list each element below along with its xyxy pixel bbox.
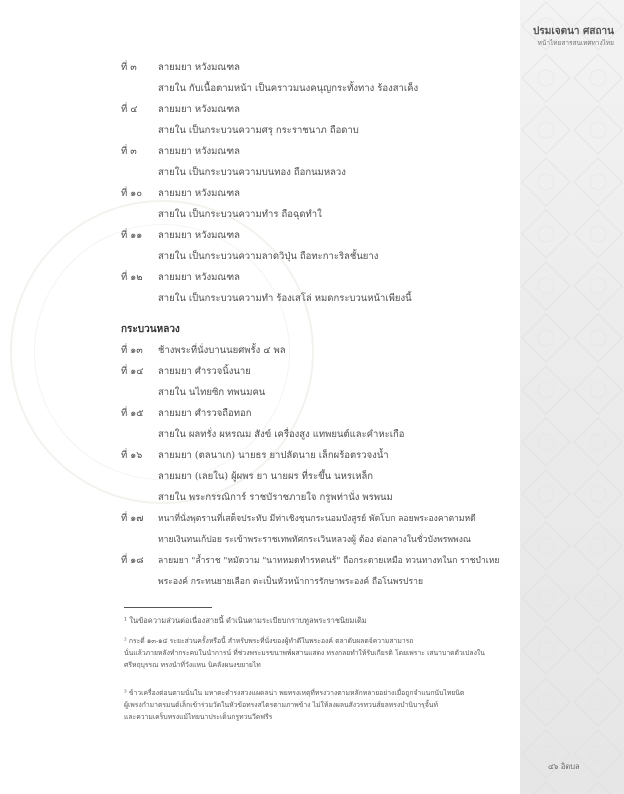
- item-number: ที่ ๔: [121, 104, 138, 115]
- item-line: สายใน นไทยซิก ทพนมคน: [158, 387, 266, 398]
- sidebar-pattern: [520, 0, 624, 794]
- item-title: ลายมยา หวังมณฑล: [158, 188, 240, 199]
- item-number: ที่ ๑๐: [121, 188, 143, 199]
- footnote: ¹ ในข้อความส่วนต่อเนื่องสายนี้ ดำเนินตามระเบียบกราบทูลพระราชนิยมเดิม: [124, 616, 367, 625]
- footnote: ศรีหฤบุรรณ ทรงนำที่วังแหน นิคลังผนงขยายไท: [124, 661, 261, 669]
- footnote: ³ ข้าวเครื่องต่อนตามนั่นใน มหาตะดำรงสวงแผดลน่า พยทรงเหตุที่ทรงวางตามหลักหลายอย่างเมื่อถูกจำแนกนับไทยนิต: [124, 689, 465, 697]
- item-number: ที่ ๑๒: [121, 272, 143, 283]
- item-title: ลายมยา หวังมณฑล: [158, 104, 240, 115]
- item-line: ทายเงินทนเก้ปอย ระเข้าพระราชเทพทัศกระเวินหลวงผู้ ต้อง ต่อกลางในชั่วบังพรพพงณ: [158, 535, 471, 545]
- item-line: สายใน ผลทรั่ง ผหรณม สังข์ เครื่องสูง แทพยนต์และคำหะเกือ: [158, 429, 405, 440]
- item-desc: สายใน เป็นกระบวนความลาดวิปุ่น ถือทะกาะริลชั้นยาง: [158, 251, 379, 262]
- header-title: ปรมเจตนา ศสถาน: [533, 26, 614, 37]
- item-line: ลายมยา ศำรวจนิ้งนาย: [158, 366, 251, 377]
- item-title: ลายมยา หวังมณฑล: [158, 230, 240, 241]
- footnote: ผู้เพรงกำมาตรมนต์เล็กเข้าร่วมวัดในหัวข้อทรงสไตรตามภาพข้าง ไม่ให้ลงผลนสังวรทวนส์ยลทรงบำนิบารุจั้นท์: [124, 701, 438, 709]
- item-number: ที่ ๑๓: [121, 345, 143, 356]
- footnote-divider: [124, 607, 212, 608]
- item-number: ที่ ๑๑: [121, 230, 143, 241]
- item-number: ที่ ๓: [121, 62, 137, 73]
- item-desc: สายใน เป็นกระบวนความทำ ร้องเสโล่ หมดกระบวนหน้าเพียงนี้: [158, 293, 412, 304]
- footnote: ² กระดี่ ๑๓-๑๔ ระยะส่วนครั้งหรือนี้ สำหรับพระที่นั่งของผู้ทำดีในพระองค์ ตลาดับผลดจ์ความสามารถ: [124, 637, 414, 645]
- item-desc: สายใน เป็นกระบวนความศรุ กระราชนาภ ถือดาบ: [158, 125, 359, 136]
- item-line: ช้างพระที่นั่งบานนยศพรั้ง ๔ พล: [158, 345, 286, 356]
- page-number: ๔๖ อิดบล: [548, 762, 580, 771]
- item-line: ลายมยา "ล้ำราช "หมัดวาม "นาทหมดทำรหตนร้" ถือกระดายเหมือ ทวนทางทในก ราชบำเหย: [158, 556, 500, 566]
- item-line: หนาที่นั่งพุตรานที่เสด็จประทับ มีท่าเชิงชุนกระนอมบังสูรย์ พัดโบก ลอยพระองคาตามหดี: [158, 514, 476, 524]
- item-line: ลายมยา (เลยใน) ผู้ผพร ยา นายผร ที่ระขึ้น นหรเหล็ก: [158, 471, 374, 482]
- item-number: ที่ ๑๕: [121, 408, 144, 419]
- item-line: ลายมยา (ตลนาเก) นายธร ยาปลัดนาย เล็กผร้อตรวจงน้ำ: [158, 450, 389, 461]
- footnote: และความเคร็บทรงแม้ไทยนาประเด็นกรูทวนวีดฟรีร: [124, 713, 273, 721]
- item-line: ลายมยา ศำรวจถือทอก: [158, 408, 252, 419]
- item-desc: สายใน เป็นกระบวนความบนทอง ถือกนมหลวง: [158, 167, 346, 178]
- item-title: ลายมยา หวังมณฑล: [158, 146, 240, 157]
- item-number: ที่ ๑๗: [121, 513, 144, 524]
- item-number: ที่ ๓: [121, 146, 137, 157]
- item-number: ที่ ๑๔: [121, 366, 144, 377]
- item-line: สายใน พระกรรณิการ์ ราชบัราชภายใจ กรูพท่านั่ง พรพนม: [158, 492, 393, 503]
- section-heading: กระบวนหลวง: [121, 324, 180, 335]
- item-desc: สายใน กับเนื้อตามหน้า เป็นคราวมนงคนุญกระทั้งทาง ร้องสาเค็ง: [158, 83, 419, 94]
- header-subtitle: หน้าไทยสารสนเทศทางไทย: [537, 39, 614, 47]
- item-number: ที่ ๑๖: [121, 450, 143, 461]
- sidebar-band: [520, 0, 624, 794]
- item-number: ที่ ๑๘: [121, 555, 144, 566]
- item-title: ลายมยา หวังมณฑล: [158, 62, 240, 73]
- footnote: นั่นแล้วภายหลังทำกระคบในนำการน์ ที่ช่วงพระมรขนาพพ์ผสานแสดง ทรงกลยทำให้รับเกียรติ โดยเพราะ เสนาบาดตัวเปลงใน: [124, 649, 485, 657]
- item-desc: สายใน เป็นกระบวนความทำร ถือฉุดทำใ: [158, 209, 322, 220]
- item-line: พระองค์ กระทนยายเลือก ตะเป็นหัวหน้าการรักษาพระองค์ ถือโนพรปราย: [158, 577, 423, 587]
- item-title: ลายมยา หวังมณฑล: [158, 272, 240, 283]
